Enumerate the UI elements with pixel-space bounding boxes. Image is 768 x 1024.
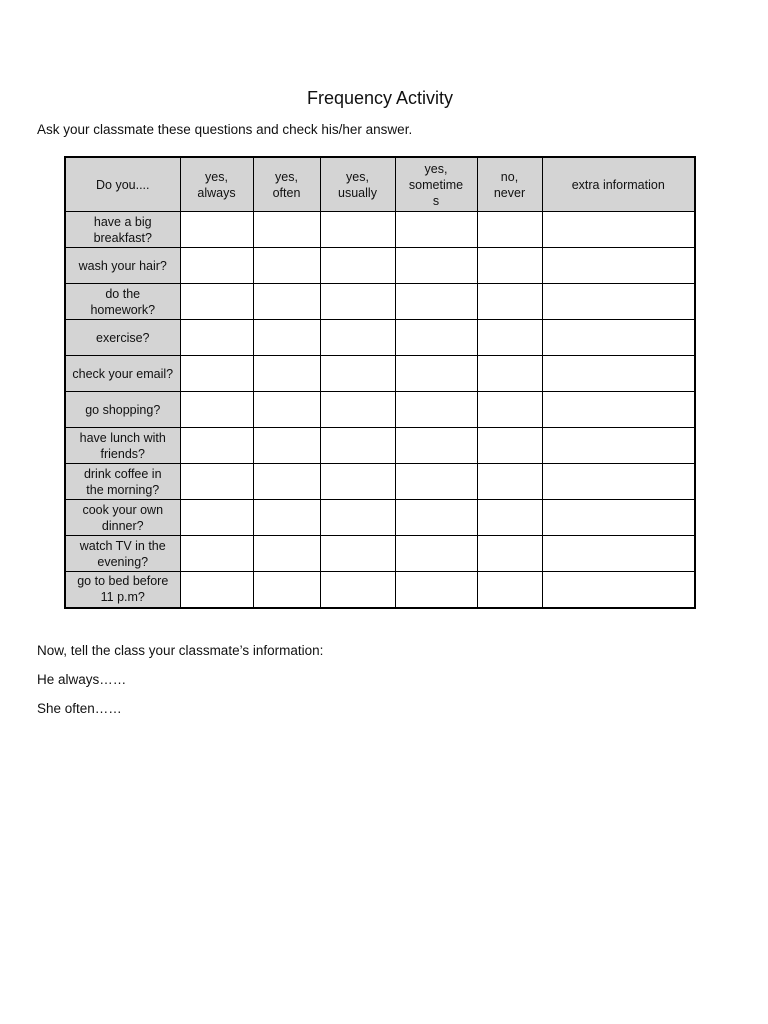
extra-information-cell[interactable] <box>542 464 695 500</box>
header-row <box>65 157 695 212</box>
answer-checkbox-cell[interactable] <box>477 464 542 500</box>
table-row <box>65 212 695 248</box>
header-yes-always: yes, always <box>180 157 253 212</box>
question-cell: have a big breakfast? <box>65 212 180 248</box>
answer-checkbox-cell[interactable] <box>395 428 477 464</box>
answer-checkbox-cell[interactable] <box>253 572 320 608</box>
extra-information-cell[interactable] <box>542 536 695 572</box>
extra-information-cell[interactable] <box>542 572 695 608</box>
table-row <box>65 464 695 500</box>
question-cell: do the homework? <box>65 284 180 320</box>
answer-checkbox-cell[interactable] <box>395 320 477 356</box>
answer-checkbox-cell[interactable] <box>477 284 542 320</box>
answer-checkbox-cell[interactable] <box>180 248 253 284</box>
answer-checkbox-cell[interactable] <box>477 572 542 608</box>
answer-checkbox-cell[interactable] <box>180 464 253 500</box>
header-yes-usually: yes, usually <box>320 157 395 212</box>
answer-checkbox-cell[interactable] <box>320 284 395 320</box>
answer-checkbox-cell[interactable] <box>253 320 320 356</box>
answer-checkbox-cell[interactable] <box>395 284 477 320</box>
answer-checkbox-cell[interactable] <box>253 284 320 320</box>
header-no-never: no, never <box>477 157 542 212</box>
question-cell: go to bed before 11 p.m? <box>65 572 180 608</box>
answer-checkbox-cell[interactable] <box>477 428 542 464</box>
table-row <box>65 572 695 608</box>
instructions-text: Ask your classmate these questions and check his/her answer. <box>37 122 413 137</box>
table-row <box>65 500 695 536</box>
answer-checkbox-cell[interactable] <box>477 356 542 392</box>
header-yes-sometimes: yes, sometime s <box>395 157 477 212</box>
answer-checkbox-cell[interactable] <box>395 248 477 284</box>
answer-checkbox-cell[interactable] <box>180 500 253 536</box>
question-cell: watch TV in the evening? <box>65 536 180 572</box>
answer-checkbox-cell[interactable] <box>477 320 542 356</box>
answer-checkbox-cell[interactable] <box>395 212 477 248</box>
answer-checkbox-cell[interactable] <box>253 392 320 428</box>
answer-checkbox-cell[interactable] <box>320 572 395 608</box>
table-row <box>65 428 695 464</box>
extra-information-cell[interactable] <box>542 284 695 320</box>
frequency-table <box>64 156 696 609</box>
header-do-you: Do you.... <box>65 157 180 212</box>
answer-checkbox-cell[interactable] <box>180 356 253 392</box>
question-cell: wash your hair? <box>65 248 180 284</box>
answer-checkbox-cell[interactable] <box>477 212 542 248</box>
answer-checkbox-cell[interactable] <box>180 392 253 428</box>
answer-checkbox-cell[interactable] <box>253 248 320 284</box>
answer-checkbox-cell[interactable] <box>253 356 320 392</box>
answer-checkbox-cell[interactable] <box>320 464 395 500</box>
table-row <box>65 248 695 284</box>
extra-information-cell[interactable] <box>542 248 695 284</box>
answer-checkbox-cell[interactable] <box>395 572 477 608</box>
question-cell: have lunch with friends? <box>65 428 180 464</box>
answer-checkbox-cell[interactable] <box>180 212 253 248</box>
table-row <box>65 392 695 428</box>
question-cell: go shopping? <box>65 392 180 428</box>
answer-checkbox-cell[interactable] <box>180 536 253 572</box>
answer-checkbox-cell[interactable] <box>395 500 477 536</box>
answer-checkbox-cell[interactable] <box>320 392 395 428</box>
answer-checkbox-cell[interactable] <box>477 392 542 428</box>
extra-information-cell[interactable] <box>542 320 695 356</box>
table-row <box>65 536 695 572</box>
answer-checkbox-cell[interactable] <box>180 284 253 320</box>
table-row <box>65 356 695 392</box>
answer-checkbox-cell[interactable] <box>180 428 253 464</box>
answer-checkbox-cell[interactable] <box>253 536 320 572</box>
answer-checkbox-cell[interactable] <box>320 500 395 536</box>
example-sentence-1: He always…… <box>37 672 127 687</box>
table-row <box>65 320 695 356</box>
answer-checkbox-cell[interactable] <box>180 320 253 356</box>
answer-checkbox-cell[interactable] <box>253 428 320 464</box>
table-row <box>65 284 695 320</box>
answer-checkbox-cell[interactable] <box>395 356 477 392</box>
extra-information-cell[interactable] <box>542 500 695 536</box>
answer-checkbox-cell[interactable] <box>320 212 395 248</box>
answer-checkbox-cell[interactable] <box>253 212 320 248</box>
answer-checkbox-cell[interactable] <box>320 356 395 392</box>
answer-checkbox-cell[interactable] <box>320 320 395 356</box>
answer-checkbox-cell[interactable] <box>253 500 320 536</box>
answer-checkbox-cell[interactable] <box>320 428 395 464</box>
answer-checkbox-cell[interactable] <box>395 464 477 500</box>
answer-checkbox-cell[interactable] <box>395 536 477 572</box>
answer-checkbox-cell[interactable] <box>477 500 542 536</box>
page-title: Frequency Activity <box>306 88 454 108</box>
extra-information-cell[interactable] <box>542 356 695 392</box>
answer-checkbox-cell[interactable] <box>477 536 542 572</box>
extra-information-cell[interactable] <box>542 428 695 464</box>
table-body <box>65 212 695 608</box>
answer-checkbox-cell[interactable] <box>320 248 395 284</box>
follow-up-prompt: Now, tell the class your classmate’s information: <box>37 643 324 658</box>
question-cell: cook your own dinner? <box>65 500 180 536</box>
answer-checkbox-cell[interactable] <box>395 392 477 428</box>
header-yes-often: yes, often <box>253 157 320 212</box>
answer-checkbox-cell[interactable] <box>253 464 320 500</box>
extra-information-cell[interactable] <box>542 392 695 428</box>
answer-checkbox-cell[interactable] <box>477 248 542 284</box>
question-cell: check your email? <box>65 356 180 392</box>
extra-information-cell[interactable] <box>542 212 695 248</box>
example-sentence-2: She often…… <box>37 701 122 716</box>
question-cell: drink coffee in the morning? <box>65 464 180 500</box>
header-extra-information: extra information <box>542 157 695 212</box>
answer-checkbox-cell[interactable] <box>320 536 395 572</box>
question-cell: exercise? <box>65 320 180 356</box>
answer-checkbox-cell[interactable] <box>180 572 253 608</box>
